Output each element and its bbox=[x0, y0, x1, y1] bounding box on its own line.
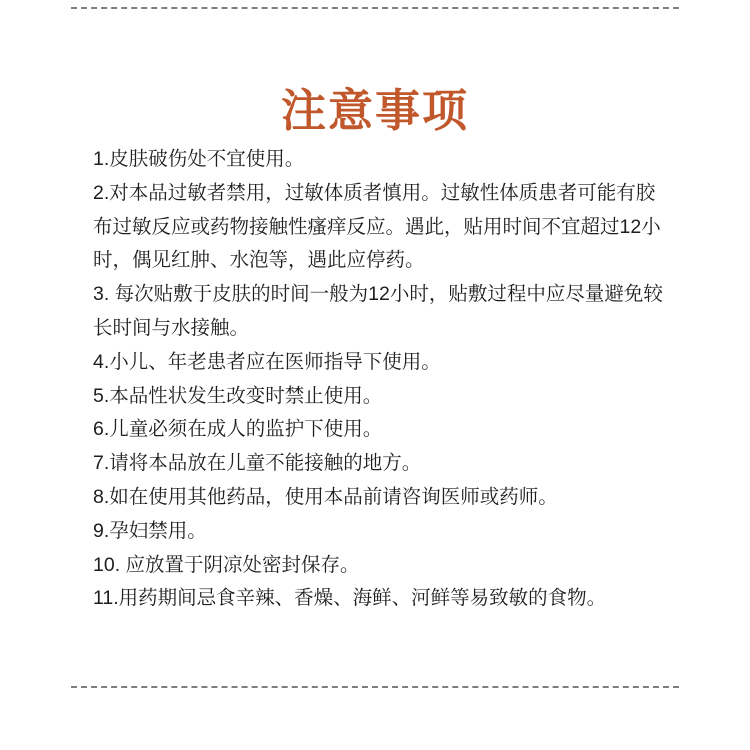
top-dashed-divider bbox=[71, 7, 679, 9]
precautions-list bbox=[93, 143, 667, 616]
precaution-item-11: 11.用药期间忌食辛辣、香燥、海鲜、河鲜等易致敏的食物。 bbox=[93, 587, 607, 610]
precaution-item-7: 7.请将本品放在儿童不能接触的地方。 bbox=[93, 452, 422, 475]
precaution-item-5: 5.本品性状发生改变时禁止使用。 bbox=[93, 384, 383, 407]
precaution-item-4: 4.小儿、年老患者应在医师指导下使用。 bbox=[93, 350, 441, 373]
precaution-item-3: 3. 每次贴敷于皮肤的时间一般为12小时，贴敷过程中应尽量避免较长时间与水接触。 bbox=[93, 283, 663, 339]
precaution-item-2: 2.对本品过敏者禁用，过敏体质者慎用。过敏性体质患者可能有胶布过敏反应或药物接触性瘙痒反应。遇此，贴用时间不宜超过12小时，偶见红肿、水泡等，遇此应停药。 bbox=[93, 181, 661, 272]
bottom-dashed-divider bbox=[71, 686, 679, 688]
precaution-item-1: 1.皮肤破伤处不宜使用。 bbox=[93, 148, 305, 170]
precaution-item-8: 8.如在使用其他药品，使用本品前请咨询医师或药师。 bbox=[93, 485, 558, 508]
precaution-item-6: 6.儿童必须在成人的监护下使用。 bbox=[93, 418, 383, 441]
page-title: 注意事项 bbox=[280, 85, 469, 137]
precaution-item-9: 9.孕妇禁用。 bbox=[93, 519, 207, 542]
precaution-item-10: 10. 应放置于阴凉处密封保存。 bbox=[93, 553, 360, 576]
